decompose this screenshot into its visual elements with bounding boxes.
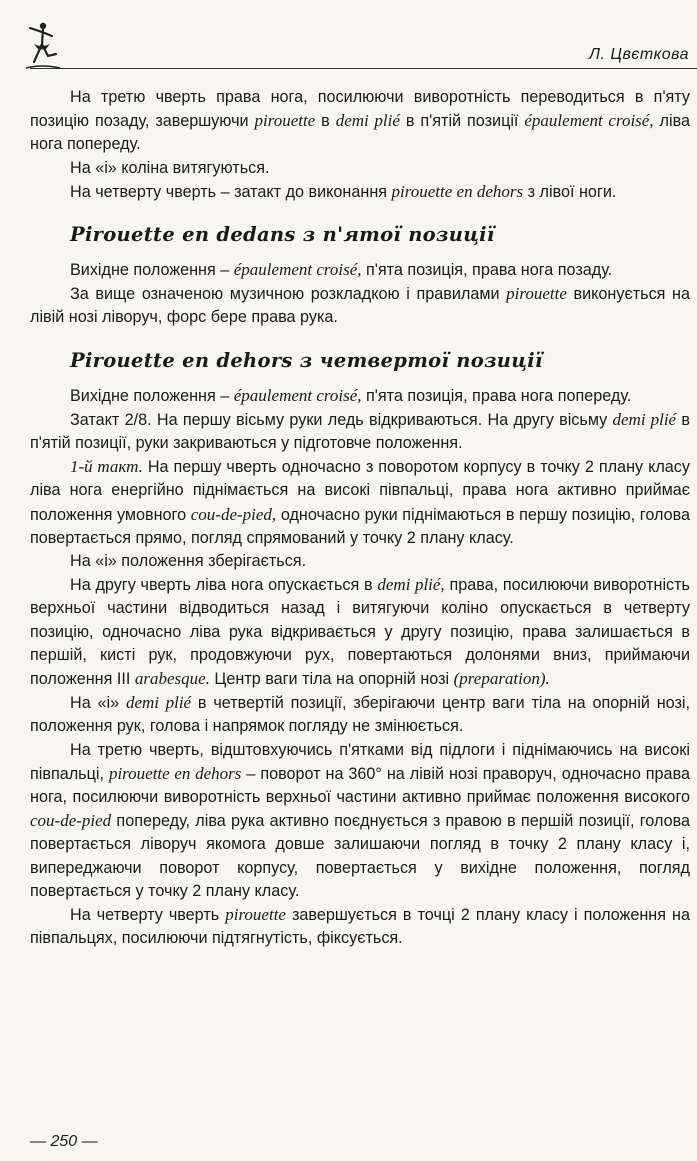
text-run: ліва нога попереду. <box>30 112 690 154</box>
italic-term: pirouette en dehors <box>108 763 242 783</box>
section-heading <box>70 222 690 248</box>
italic-term: demi plié <box>335 111 400 131</box>
italic-term: pirouette <box>225 905 286 925</box>
body-paragraph <box>30 691 690 738</box>
text-run: п'ята позиція, права нога позаду. <box>361 261 613 280</box>
text-run: попереду, ліва рука активно поєднується з правою в першій позиції, голова повертається ліворуч якомога довше залишаючи погляд в точку 2 плану класу і, випереджаючи поворот корпусу, повертається у вихідне положення, погляд повертається у точку 2 плану класу. <box>30 812 690 900</box>
italic-term: demi plié, <box>377 575 445 595</box>
author-name: Л. Цвєткова <box>589 46 689 63</box>
text-run: Затакт 2/8. На першу вісьму руки ледь відкриваються. На другу вісьму <box>70 410 613 429</box>
body-paragraph <box>30 903 690 950</box>
text-run: На «і» <box>70 694 126 713</box>
text-run: На четверту чверть <box>70 906 226 925</box>
text-run: п'ята позиція, права нога попереду. <box>361 386 632 405</box>
text-run: одночасно руки піднімаються в першу позицію, голова повертається прямо, погляд спрямований у точку 2 плану класу. <box>30 505 691 547</box>
body-paragraph <box>30 384 690 408</box>
italic-term: cou-de-pied, <box>190 504 277 524</box>
body-paragraph <box>30 282 690 329</box>
ballerina-icon <box>22 18 62 74</box>
italic-term: épaulement croisé, <box>233 385 362 405</box>
text-run: Центр ваги тіла на опорній нозі <box>209 670 454 689</box>
italic-term: (preparation). <box>453 669 550 689</box>
text-run: Pirouette en dehors з четвертої позиції <box>70 348 543 372</box>
text-run: права, посилюючи виворотність верхньої частини відводиться назад і витягуючи коліно опускається в четверту позицію, одночасно ліва рука відкривається у другу позицію, права залишається в першій, кисті рук, продовжуючи рух, повертаються долонями вниз, приймаючи положення III <box>30 576 690 689</box>
page-number: — 250 — <box>30 1133 98 1150</box>
text-run: Вихідне положення – <box>70 386 234 405</box>
text-run: На «і» положення зберігається. <box>70 552 307 571</box>
text-run: На третю чверть, відштовхуючись п'ятками від підлоги і піднімаючись на високі півпальці, <box>30 740 690 783</box>
body-paragraph <box>30 180 690 204</box>
header-divider <box>30 68 697 69</box>
text-run: На «і» коліна витягуються. <box>70 158 270 177</box>
text-run: завершується в точці 2 плану класу і положення на півпальцях, посилюючи підтягнутість, фіксується. <box>30 906 690 948</box>
text-run: в п'ятій позиції <box>399 112 525 131</box>
text-run: в четвертій позиції, зберігаючи центр ваги тіла на опорній нозі, положення рук, голова і напрямок погляду не змінюється. <box>30 694 690 736</box>
italic-term: 1-й такт. <box>70 457 143 477</box>
body-paragraph <box>30 86 690 157</box>
section-heading <box>70 348 690 374</box>
italic-term: épaulement croisé, <box>524 111 654 131</box>
italic-term: demi plié <box>612 409 677 429</box>
text-run: За вище означеною музичною розкладкою і правилами <box>70 285 507 304</box>
text-run: На четверту чверть – затакт до виконання <box>70 182 392 201</box>
body-paragraph <box>30 550 690 573</box>
italic-term: pirouette <box>506 284 567 304</box>
page-header <box>0 0 697 75</box>
body-paragraph <box>30 573 690 691</box>
page-body <box>30 86 690 951</box>
text-run: з лівої ноги. <box>523 182 617 201</box>
body-paragraph <box>30 739 690 903</box>
body-paragraph <box>30 157 690 180</box>
text-run: На другу чверть ліва нога опускається в <box>70 576 378 595</box>
italic-term: épaulement croisé, <box>233 260 362 280</box>
text-run: На третю чверть права нога, посилюючи виворотність переводиться в п'яту позицію позаду, завершуючи <box>30 88 690 131</box>
italic-term: pirouette <box>254 111 316 131</box>
italic-term: demi plié <box>125 693 192 713</box>
italic-term: cou-de-pied <box>30 811 112 831</box>
text-run: На першу чверть одночасно з поворотом корпусу в точку 2 плану класу ліва нога енергійно піднімається на високі півпальці, права нога активно приймає положення умовного <box>30 458 690 524</box>
italic-term: arabesque. <box>134 669 210 689</box>
body-paragraph <box>30 258 690 282</box>
text-run: в <box>315 112 336 131</box>
text-run: виконується на лівій нозі ліворуч, форс бере права рука. <box>30 285 690 327</box>
text-run: Pirouette en dedans з п'ятої позиції <box>70 223 495 247</box>
body-paragraph <box>30 455 690 550</box>
text-run: – поворот на 360° на лівій нозі праворуч, одночасно права нога, посилюючи виворотність верхньої частини активно приймає положення високого <box>30 764 690 807</box>
body-paragraph <box>30 408 690 455</box>
italic-term: pirouette en dehors <box>391 181 524 201</box>
text-run: Вихідне положення – <box>70 261 234 280</box>
text-run: в п'ятій позиції, руки закриваються у підготовче положення. <box>30 410 690 453</box>
